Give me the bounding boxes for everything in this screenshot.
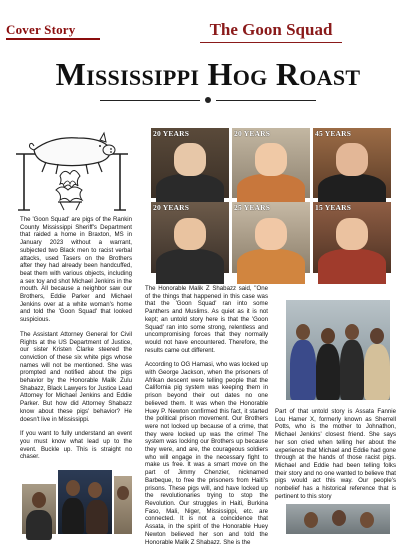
paragraph: According to OG Hamasi, who was locked up with George Jackson, when the prisoners of Afrikan descent were telling people that the California pig system was keeping them in prison beyond their out dates no one believed them. It was when the Honorable Huey P. Newton confirmed this fact, it started the political prison movement. Our Brothers were not locked up because of a crime, that they were locked up was the crime! The system was locking our Brothers up because they were, and are, the courageous soldiers who will engage in the necessary fight to make us free. It was a smart move on the part of Jimmy Chenzier, nicknamed Barbeque, to free the prisoners from Haiti's prisons. These pigs will, and have locked up the revolutionaries trying to stop the Revolution. Our struggles in Haiti, Burkina Faso, Mali, Niger, Mississippi, etc. are connected. It is not a coincidence that Assata, in the spirit of the Honorable Huey Newton believed her son and told the Honorable Malik Z Shabazz. She is the <box>145 361 268 546</box>
age-label: 20 YEARS <box>153 203 190 212</box>
headline-rule-left <box>100 100 200 101</box>
paragraph: The 'Goon Squad' are pigs of the Rankin County Mississippi Sheriff's Department that raided a home in Braxton, MS in January 2023 without a warrant, subjected two Black men to racist verbal attacks, used Tasers on the Brothers after they had already been handcuffed, beat them with various objects, including a sex toy and shot Michael Jenkins in the mouth. All because a neighbor saw our Brothers, Eddie Parker and Michael Jenkins over at a white woman's home and told the 'Goon Squad' that looked suspicious. <box>20 216 132 324</box>
headline-rule-right <box>216 100 316 101</box>
article-column-middle <box>145 285 268 546</box>
headline: Mississippi Hog Roast <box>55 56 361 92</box>
paragraph: If you want to fully understand an event you must know what lead up to the event. Buckle up. This is straight no chaser. <box>20 430 132 461</box>
paragraph: The Honorable Malik Z Shabazz said, "One of the things that happened in this case was that the 'Goon Squad' ran into some Panthers and Muslims. As quiet as it is not kept; an untold story here is that the 'Goon Squad' ran into some strong, relentless and uncompromising forces that they normally would not have encountered. Therefore, the results came out different. <box>145 285 268 354</box>
photo-tile <box>114 476 132 534</box>
photo-tile <box>286 504 390 534</box>
kicker-title: The Goon Squad <box>209 20 333 39</box>
age-label: 20 YEARS <box>153 129 190 138</box>
article-column-left <box>20 216 132 470</box>
photo-tile <box>22 484 56 534</box>
mugshot <box>232 202 310 273</box>
age-label: 45 YEARS <box>315 129 352 138</box>
group-photo <box>286 300 390 400</box>
section-tag-underline <box>6 38 100 40</box>
mugshot-grid <box>151 128 391 273</box>
kicker-rule <box>200 42 342 43</box>
mugshot <box>313 128 391 198</box>
paragraph: The Assistant Attorney General for Civil Rights at the US Department of Justice, our sister Kristen Clarke steered the conviction of these six white pigs whose names will not be mentioned. She was prompted and notified about the pigs behavior by the Honorable Malik Zulu Shabazz, Black Lawyers for Justice Lead Attorney for Michael Jenkins and Eddie Parker. But how did Attorney Shabazz know about these pigs' behavior? He doesn't live in Mississippi. <box>20 330 132 423</box>
paragraph: Part of that untold story is Assata Fannie Lou Hamer X, formerly known as Sherrell Potts, who is the mother to Johnathon, Michael Jenkins' closest friend. She says her son cried when telling her about the experience that Michael and Eddie had gone through at the hands of those racist pigs. Michael and Eddie had been telling folks their story and no one wanted to believe that pigs would act this way. Our people's nonbelief has a historical reference that is pertinent to this story <box>275 408 396 500</box>
mugshot <box>232 128 310 198</box>
headline-ornament <box>205 97 211 103</box>
mugshot <box>151 202 229 273</box>
age-label: 25 YEARS <box>234 203 271 212</box>
section-tag: Cover Story <box>6 22 76 37</box>
article-column-right <box>275 408 396 504</box>
photo-tile <box>58 470 112 534</box>
age-label: 15 YEARS <box>315 203 352 212</box>
hog-roast-illustration <box>12 128 132 212</box>
age-label: 20 YEARS <box>234 129 271 138</box>
mugshot <box>151 128 229 198</box>
mugshot <box>313 202 391 273</box>
